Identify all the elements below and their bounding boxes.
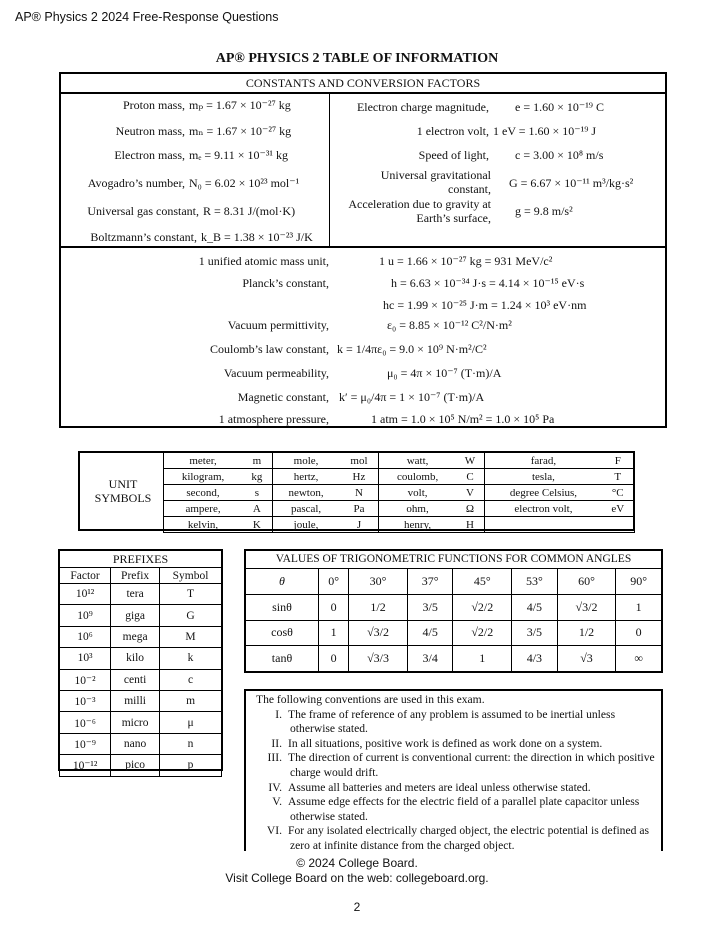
unit-symbol: A <box>242 501 272 517</box>
unit-symbol: H <box>456 517 485 533</box>
convention-item <box>256 795 656 824</box>
trig-value: ∞ <box>616 646 662 672</box>
convention-text: In all situations, positive work is defined as work done on a system. <box>288 736 603 750</box>
unit-symbol: Pa <box>339 501 379 517</box>
prefix-factor: 10⁻⁶ <box>60 712 111 733</box>
prefix-factor: 10⁻¹² <box>60 755 111 776</box>
trig-value: 0 <box>319 646 349 672</box>
prefix-factor: 10⁶ <box>60 626 111 647</box>
unit-symbols-box <box>78 451 635 531</box>
trig-value: 0 <box>319 594 349 620</box>
prefix-factor: 10⁻² <box>60 669 111 690</box>
trig-function: cosθ <box>246 620 319 646</box>
unit-name: volt, <box>379 485 456 501</box>
trig-row <box>246 594 662 620</box>
const-label: Boltzmann’s constant, <box>90 230 197 244</box>
const-label: Planck’s constant, <box>242 276 329 290</box>
unit-symbol: °C <box>602 485 635 501</box>
prefix-factor: 10⁻⁹ <box>60 733 111 754</box>
unit-row <box>164 485 635 501</box>
constants-divider-v <box>329 92 330 246</box>
prefix-name: milli <box>111 690 160 711</box>
constants-box <box>59 72 667 428</box>
const-label: Electron mass, <box>114 148 185 162</box>
convention-number: IV. <box>268 780 282 794</box>
unit-symbol: J <box>339 517 379 533</box>
unit-row <box>164 517 635 533</box>
prefix-symbol: M <box>160 626 222 647</box>
prefix-name: nano <box>111 733 160 754</box>
trig-row <box>246 646 662 672</box>
trig-header: θ <box>246 569 319 595</box>
prefix-factor: 10¹² <box>60 584 111 605</box>
trig-title: VALUES OF TRIGONOMETRIC FUNCTIONS FOR COMMON ANGLES <box>275 553 632 565</box>
unit-name: tesla, <box>485 469 602 485</box>
prefix-symbol: c <box>160 669 222 690</box>
unit-name: kilogram, <box>164 469 243 485</box>
unit-symbol: eV <box>602 501 635 517</box>
unit-symbol: s <box>242 485 272 501</box>
prefix-factor: 10⁻³ <box>60 690 111 711</box>
const-label: Vacuum permeability, <box>223 366 329 380</box>
trig-value: 1/2 <box>557 620 616 646</box>
trig-function: tanθ <box>246 646 319 672</box>
convention-item <box>256 751 656 780</box>
prefix-name: micro <box>111 712 160 733</box>
const-value: hc = 1.99 × 10⁻²⁵ J·m = 1.24 × 10³ eV·nm <box>383 298 587 312</box>
unit-symbol: K <box>242 517 272 533</box>
const-label: Universal gas constant, <box>87 204 199 218</box>
prefix-name: kilo <box>111 648 160 669</box>
const-label: Acceleration due to gravity at Earth’s surface, <box>348 197 491 225</box>
unit-name: coulomb, <box>379 469 456 485</box>
const-label: Magnetic constant, <box>237 390 329 404</box>
unit-name: electron volt, <box>485 501 602 517</box>
prefix-factor: 10⁹ <box>60 605 111 626</box>
convention-text: Assume all batteries and meters are ideal unless otherwise stated. <box>288 780 591 794</box>
trig-value: 4/5 <box>512 594 558 620</box>
unit-name: mole, <box>272 453 339 469</box>
unit-name: watt, <box>379 453 456 469</box>
unit-name: ampere, <box>164 501 243 517</box>
convention-number: II. <box>271 736 282 750</box>
trig-box <box>244 549 663 673</box>
convention-text: The frame of reference of any problem is assumed to be inertial unless otherwise stated. <box>288 707 616 736</box>
conventions-intro: The following conventions are used in this exam. <box>256 693 485 706</box>
convention-number: I. <box>275 707 282 721</box>
trig-value: √3/3 <box>349 646 408 672</box>
prefixes-box <box>58 549 223 771</box>
conventions-box <box>244 689 663 851</box>
const-label: 1 atmosphere pressure, <box>218 412 329 426</box>
prefix-symbol: p <box>160 755 222 776</box>
const-value: 1 atm = 1.0 × 10⁵ N/m² = 1.0 × 10⁵ Pa <box>371 412 555 426</box>
unit-symbol: T <box>602 469 635 485</box>
const-value: g = 9.8 m/s² <box>515 204 573 218</box>
const-label: Universal gravitational constant, <box>380 168 491 196</box>
trig-header: 30° <box>349 569 408 595</box>
trig-value: 1 <box>319 620 349 646</box>
unit-symbols-table <box>163 452 635 533</box>
prefix-row <box>60 584 222 605</box>
page-title: AP® PHYSICS 2 TABLE OF INFORMATION <box>215 51 499 66</box>
const-label: Proton mass, <box>122 98 185 112</box>
trig-value: 1/2 <box>349 594 408 620</box>
unit-name: hertz, <box>272 469 339 485</box>
trig-header: 0° <box>319 569 349 595</box>
prefixes-title: PREFIXES <box>112 552 169 566</box>
unit-name: degree Celsius, <box>485 485 602 501</box>
prefix-header: Prefix <box>111 568 160 584</box>
trig-value: √3/2 <box>349 620 408 646</box>
prefix-header: Factor <box>60 568 111 584</box>
unit-name: second, <box>164 485 243 501</box>
prefix-row <box>60 755 222 776</box>
unit-name: joule, <box>272 517 339 533</box>
prefix-name: pico <box>111 755 160 776</box>
footer-copyright: © 2024 College Board. <box>296 856 418 870</box>
unit-symbol: F <box>602 453 635 469</box>
prefix-row <box>60 626 222 647</box>
page-header: AP® Physics 2 2024 Free-Response Questions <box>15 10 279 24</box>
const-label: 1 unified atomic mass unit, <box>198 254 329 268</box>
const-value: k_B = 1.38 × 10⁻²³ J/K <box>201 230 313 244</box>
prefix-row <box>60 605 222 626</box>
convention-item <box>256 781 656 796</box>
const-value: μ₀ = 4π × 10⁻⁷ (T·m)/A <box>387 366 502 380</box>
trig-row <box>246 620 662 646</box>
unit-name: newton, <box>272 485 339 501</box>
unit-symbol: m <box>242 453 272 469</box>
unit-symbol: Ω <box>456 501 485 517</box>
prefix-row <box>60 690 222 711</box>
unit-symbol: mol <box>339 453 379 469</box>
unit-name: ohm, <box>379 501 456 517</box>
trig-value: √3/2 <box>557 594 616 620</box>
trig-header: 53° <box>512 569 558 595</box>
constants-divider-h <box>61 246 665 248</box>
prefix-symbol: n <box>160 733 222 754</box>
const-value: k′ = μ₀/4π = 1 × 10⁻⁷ (T·m)/A <box>339 390 485 404</box>
const-value: N₀ = 6.02 × 10²³ mol⁻¹ <box>189 176 300 190</box>
convention-number: VI. <box>266 824 282 838</box>
trig-value: 3/5 <box>512 620 558 646</box>
trig-value: √2/2 <box>453 594 512 620</box>
unit-symbol: V <box>456 485 485 501</box>
trig-table <box>245 568 662 672</box>
trig-header: 60° <box>557 569 616 595</box>
const-value: c = 3.00 × 10⁸ m/s <box>515 148 604 162</box>
const-value: h = 6.63 × 10⁻³⁴ J·s = 4.14 × 10⁻¹⁵ eV·s <box>391 276 585 290</box>
const-label: Coulomb’s law constant, <box>210 342 329 356</box>
prefix-factor: 10³ <box>60 648 111 669</box>
trig-value: √3 <box>557 646 616 672</box>
prefix-row <box>60 648 222 669</box>
const-value: ε₀ = 8.85 × 10⁻¹² C²/N·m² <box>387 318 512 332</box>
footer-visit: Visit College Board on the web: collegeboard.org. <box>225 871 489 885</box>
prefix-row <box>60 669 222 690</box>
constants-title: CONSTANTS AND CONVERSION FACTORS <box>61 74 665 94</box>
unit-name: kelvin, <box>164 517 243 533</box>
prefix-symbol: k <box>160 648 222 669</box>
convention-text: Assume edge effects for the electric field of a parallel plate capacitor unless otherwise stated. <box>288 795 640 823</box>
trig-value: 1 <box>453 646 512 672</box>
trig-header-row <box>246 569 662 595</box>
trig-value: 3/4 <box>407 646 453 672</box>
convention-number: III. <box>267 751 282 765</box>
convention-text: For any isolated electrically charged object, the electric potential is defined as zero at infinite distance from the charged object. <box>288 824 649 852</box>
const-value: R = 8.31 J/(mol·K) <box>203 204 296 218</box>
prefix-symbol: G <box>160 605 222 626</box>
trig-value: 4/3 <box>512 646 558 672</box>
prefix-name: giga <box>111 605 160 626</box>
trig-function: sinθ <box>246 594 319 620</box>
const-label: 1 electron volt, <box>416 124 489 138</box>
unit-symbol: kg <box>242 469 272 485</box>
unit-name: farad, <box>485 453 602 469</box>
trig-value: 1 <box>616 594 662 620</box>
prefix-row <box>60 733 222 754</box>
const-value: G = 6.67 × 10⁻¹¹ m³/kg·s² <box>509 176 634 190</box>
prefix-name: mega <box>111 626 160 647</box>
trig-header: 45° <box>453 569 512 595</box>
unit-symbols-label: UNIT SYMBOLS <box>94 477 152 505</box>
page-number: 2 <box>353 900 361 914</box>
unit-symbol: C <box>456 469 485 485</box>
const-label: Speed of light, <box>418 148 489 162</box>
prefix-symbol: μ <box>160 712 222 733</box>
const-value: mₙ = 1.67 × 10⁻²⁷ kg <box>189 124 292 138</box>
const-label: Vacuum permittivity, <box>227 318 329 332</box>
const-value: mₑ = 9.11 × 10⁻³¹ kg <box>189 148 289 162</box>
prefix-symbol: T <box>160 584 222 605</box>
unit-symbol <box>602 517 635 533</box>
const-value: 1 u = 1.66 × 10⁻²⁷ kg = 931 MeV/c² <box>379 254 553 268</box>
const-value: mₚ = 1.67 × 10⁻²⁷ kg <box>189 98 291 112</box>
const-label: Neutron mass, <box>115 124 185 138</box>
prefix-row <box>60 712 222 733</box>
unit-symbol: W <box>456 453 485 469</box>
const-value: k = 1/4πε₀ = 9.0 × 10⁹ N·m²/C² <box>337 342 487 356</box>
const-value: 1 eV = 1.60 × 10⁻¹⁹ J <box>493 124 597 138</box>
trig-value: √2/2 <box>453 620 512 646</box>
convention-item <box>256 708 656 737</box>
prefix-name: tera <box>111 584 160 605</box>
unit-name: pascal, <box>272 501 339 517</box>
const-label: Avogadro’s number, <box>87 176 185 190</box>
unit-symbol: N <box>339 485 379 501</box>
trig-value: 3/5 <box>407 594 453 620</box>
prefix-symbol: m <box>160 690 222 711</box>
prefix-name: centi <box>111 669 160 690</box>
unit-row <box>164 501 635 517</box>
unit-symbol: Hz <box>339 469 379 485</box>
unit-row <box>164 453 635 469</box>
const-value: e = 1.60 × 10⁻¹⁹ C <box>515 100 604 114</box>
trig-header: 37° <box>407 569 453 595</box>
unit-name <box>485 517 602 533</box>
trig-value: 4/5 <box>407 620 453 646</box>
prefix-header: Symbol <box>160 568 222 584</box>
convention-text: The direction of current is conventional current: the direction in which positive charge would drift. <box>288 751 655 779</box>
const-label: Electron charge magnitude, <box>356 100 489 114</box>
convention-number: V. <box>272 795 282 809</box>
convention-item <box>256 737 656 752</box>
unit-name: meter, <box>164 453 243 469</box>
prefixes-table <box>59 567 222 777</box>
convention-item <box>256 824 656 853</box>
trig-value: 0 <box>616 620 662 646</box>
trig-header: 90° <box>616 569 662 595</box>
unit-name: henry, <box>379 517 456 533</box>
unit-row <box>164 469 635 485</box>
